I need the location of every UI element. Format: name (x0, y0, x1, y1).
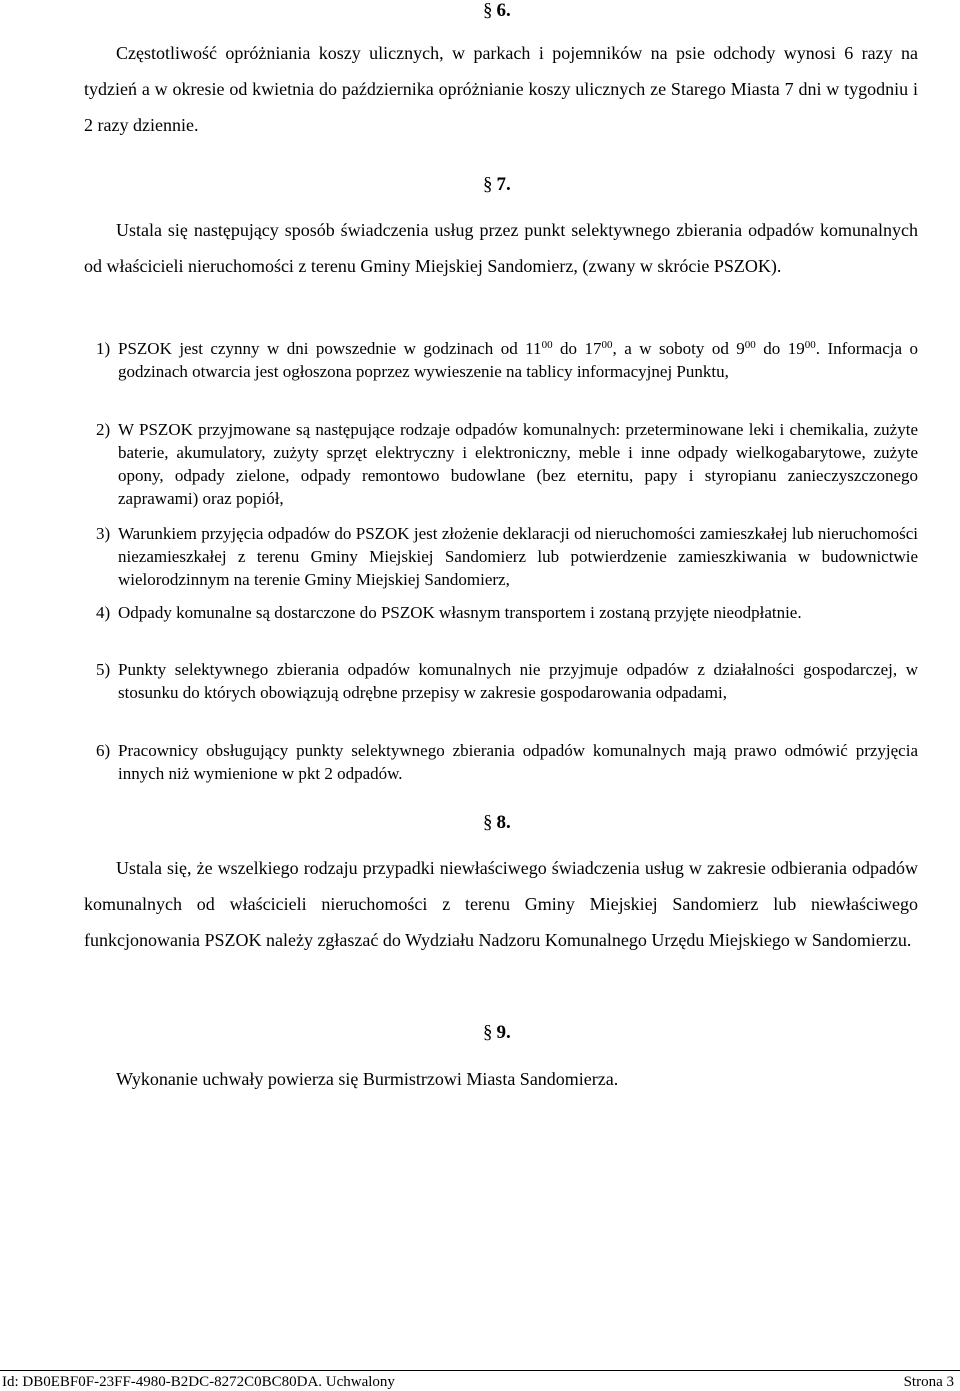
footer-divider (0, 1370, 960, 1371)
footer-page-number: Strona 3 (903, 1374, 954, 1390)
list-item-number: 5) (96, 660, 111, 679)
list-item-number: 4) (96, 603, 111, 622)
section-7-paragraph: Ustala się następujący sposób świadczenia usług przez punkt selektywnego zbierania odpadów komunalnych od właścicieli nieruchomości z terenu Gminy Miejskiej Sandomierz, (zwany w skrócie PSZOK). (84, 220, 918, 276)
section-symbol: § (483, 812, 493, 833)
section-6-paragraph: Częstotliwość opróżniania koszy ulicznych, w parkach i pojemników na psie odchody wynosi 6 razy na tydzień a w okresie od kwietnia do października opróżnianie koszy ulicznych ze Starego Miasta 7 dni w tygodniu i 2 razy dziennie. (84, 43, 918, 135)
section-symbol: § (483, 1022, 493, 1043)
list-item-text: Pracownicy obsługujący punkty selektywnego zbierania odpadów komunalnych mają prawo odmówić przyjęcia innych niż wymienione w pkt 2 odpadów. (118, 741, 918, 783)
list-item-number: 2) (96, 420, 111, 439)
list-item-text: Punkty selektywnego zbierania odpadów komunalnych nie przyjmuje odpadów z działalności gospodarczej, w stosunku do których obowiązują odrębne przepisy w zakresie gospodarowania odpadami, (118, 660, 918, 702)
list-item (84, 739, 918, 785)
section-7-heading: § 7. (483, 174, 511, 195)
footer-document-id: Id: DB0EBF0F-23FF-4980-B2DC-8272C0BC80DA. Uchwalony (2, 1374, 395, 1390)
list-item (84, 418, 918, 510)
section-8-heading: § 8. (483, 812, 511, 833)
list-item (84, 601, 918, 624)
section-8-paragraph: Ustala się, że wszelkiego rodzaju przypadki niewłaściwego świadczenia usług w zakresie odbierania odpadów komunalnych od właścicieli nieruchomości z terenu Gminy Miejskiej Sandomierz lub niewłaściwego funkcjonowania PSZOK należy zgłaszać do Wydziału Nadzoru Komunalnego Urzędu Miejskiego w Sandomierzu. (84, 858, 918, 950)
section-symbol: § (483, 174, 493, 195)
list-item-number: 3) (96, 524, 111, 543)
list-item-number: 1) (96, 339, 111, 358)
list-item-text: Odpady komunalne są dostarczone do PSZOK własnym transportem i zostaną przyjęte nieodpłatnie. (118, 603, 802, 622)
list-item-text: W PSZOK przyjmowane są następujące rodzaje odpadów komunalnych: przeterminowane leki i chemikalia, zużyte baterie, akumulatory, zużyty sprzęt elektryczny i elektroniczny, meble i inne odpady wielkogabarytowe, zużyte opony, odpady zielone, odpady remontowo budowlane (bez eternitu, papy i styropianu zanieczyszczonego zaprawami) oraz popiół, (118, 420, 918, 508)
section-9-paragraph: Wykonanie uchwały powierza się Burmistrzowi Miasta Sandomierza. (116, 1069, 619, 1089)
section-6-heading: § 6. (483, 0, 511, 21)
list-item (84, 522, 918, 591)
section-symbol: § (483, 0, 493, 21)
list-item (84, 658, 918, 704)
list-item (84, 337, 918, 383)
list-item-text: Warunkiem przyjęcia odpadów do PSZOK jest złożenie deklaracji od nieruchomości zamieszkałej lub nieruchomości niezamieszkałej z terenu Gminy Miejskiej Sandomierz lub potwierdzenie zamieszkiwania w budownictwie wielorodzinnym na terenie Gminy Miejskiej Sandomierz, (118, 524, 918, 589)
section-9-heading: § 9. (483, 1022, 511, 1043)
list-item-text: PSZOK jest czynny w dni powszednie w godzinach od $11^{00}$ do $17^{00}$, a w soboty od $9^{00}$ do $19^{00}$. Informacja o godzinach otwarcia jest ogłoszona poprzez wywieszenie na tablicy informacyjnej Punktu, (118, 339, 919, 381)
list-item-number: 6) (96, 741, 111, 760)
